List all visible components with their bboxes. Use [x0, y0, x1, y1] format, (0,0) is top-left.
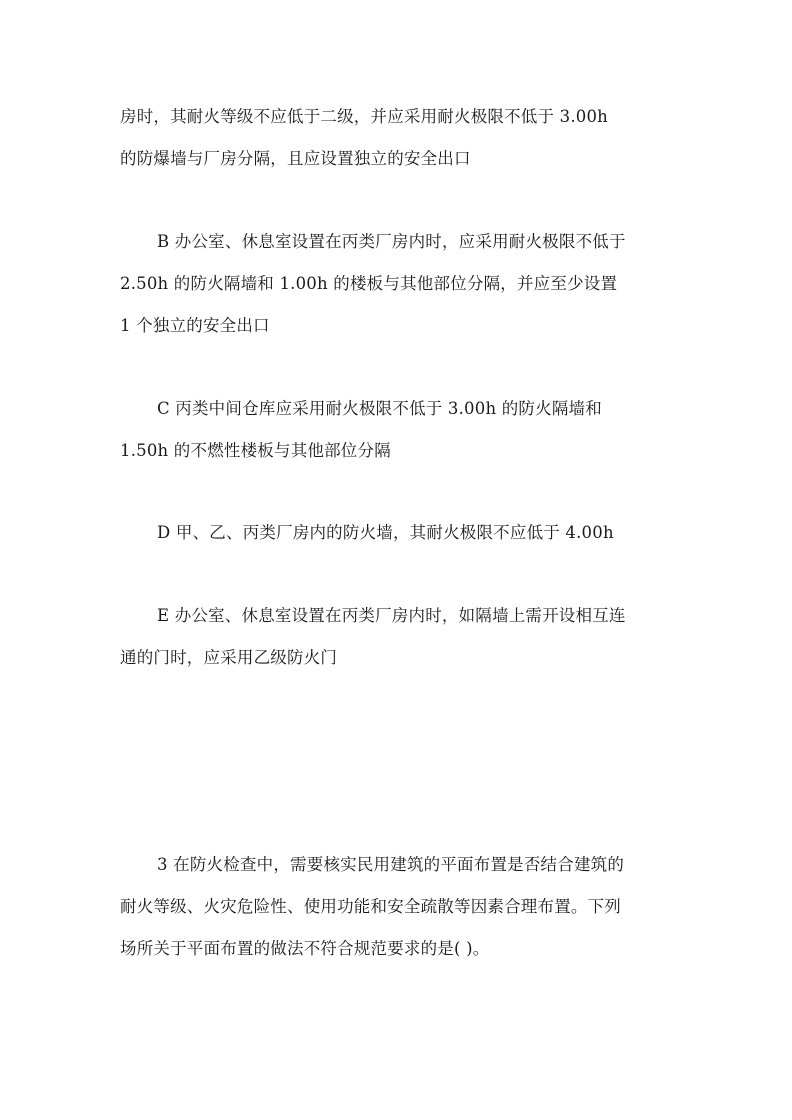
option-b-line-2: 2.50h 的防火隔墙和 1.00h 的楼板与其他部位分隔，并应至少设置 — [120, 274, 618, 293]
question-3-line-2: 耐火等级、火灾危险性、使用功能和安全疏散等因素合理布置。下列 — [120, 897, 621, 916]
question-3-line-1: 3 在防火检查中，需要核实民用建筑的平面布置是否结合建筑的 — [157, 855, 625, 874]
question-3-line-3: 场所关于平面布置的做法不符合规范要求的是( )。 — [120, 939, 490, 958]
paragraph-continuation-line-1: 房时，其耐火等级不应低于二级，并应采用耐火极限不低于 3.00h — [120, 107, 609, 126]
option-b-line-3: 1 个独立的安全出口 — [120, 316, 270, 335]
option-b-line-1: B 办公室、休息室设置在丙类厂房内时，应采用耐火极限不低于 — [157, 232, 626, 251]
option-e-line-1: E 办公室、休息室设置在丙类厂房内时，如隔墙上需开设相互连 — [157, 606, 626, 625]
option-c-line-1: C 丙类中间仓库应采用耐火极限不低于 3.00h 的防火隔墙和 — [157, 399, 602, 418]
paragraph-continuation-line-2: 的防爆墙与厂房分隔，且应设置独立的安全出口 — [120, 149, 471, 168]
option-c-line-2: 1.50h 的不燃性楼板与其他部位分隔 — [120, 441, 391, 460]
option-d-line-1: D 甲、乙、丙类厂房内的防火墙，其耐火极限不应低于 4.00h — [157, 523, 614, 542]
option-e-line-2: 通的门时，应采用乙级防火门 — [120, 648, 338, 667]
